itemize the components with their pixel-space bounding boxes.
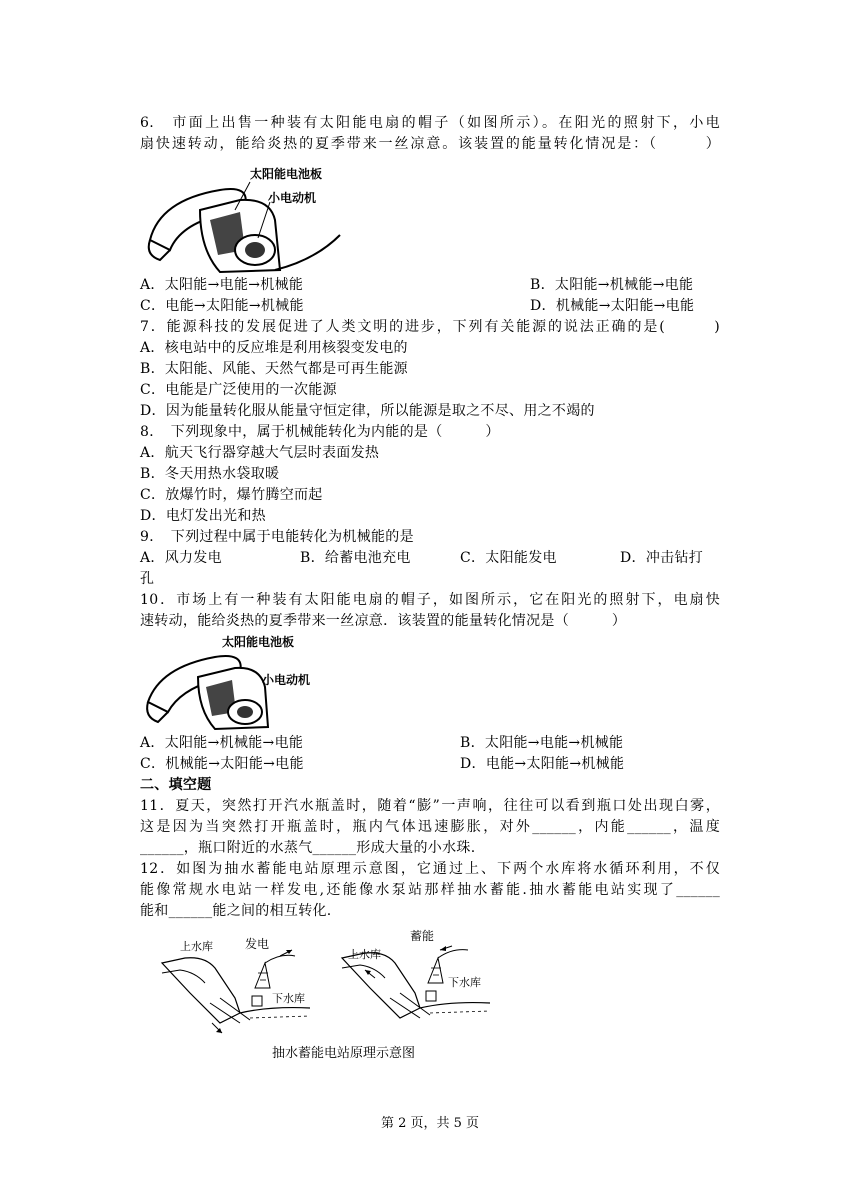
q10-option-c: C．机械能→太阳能→电能 <box>140 756 304 772</box>
pumped-storage-diagram <box>160 928 500 1038</box>
q6-line1: 6. 市面上出售一种装有太阳能电扇的帽子（如图所示）。在阳光的照射下，小电 <box>140 115 720 131</box>
q8-option-c: C．放爆竹时，爆竹腾空而起 <box>140 487 323 503</box>
solar-cap-figure-1 <box>140 160 355 275</box>
q9-option-a: A．风力发电 <box>140 550 222 566</box>
q8-option-a: A．航天飞行器穿越大气层时表面发热 <box>140 445 380 461</box>
diagram-caption: 抽水蓄能电站原理示意图 <box>272 1046 416 1061</box>
lower-reservoir-label-2: 下水库 <box>448 976 481 989</box>
q11-line2: 这是因为当突然打开瓶盖时，瓶内气体迅速膨胀，对外______，内能______，温度 <box>140 819 720 835</box>
q10-option-a: A．太阳能→机械能→电能 <box>140 735 304 751</box>
page-footer: 第 2 页，共 5 页 <box>380 1116 480 1131</box>
q6-option-d: D．机械能→太阳能→电能 <box>530 298 695 314</box>
q10-option-d: D．电能→太阳能→机械能 <box>460 756 625 772</box>
q8-option-d: D．电灯发出光和热 <box>140 508 266 524</box>
section-heading: 二、填空题 <box>140 777 212 793</box>
solar-panel-label-2: 太阳能电池板 <box>222 635 295 649</box>
storing-label: 蓄能 <box>410 929 435 943</box>
q6-option-b: B．太阳能→机械能→电能 <box>530 277 694 293</box>
q12-line3: 能和______能之间的相互转化. <box>140 903 332 919</box>
lower-reservoir-label-1: 下水库 <box>272 992 305 1005</box>
q7-option-d: D．因为能量转化服从能量守恒定律，所以能源是取之不尽、用之不竭的 <box>140 403 595 419</box>
q12-line1: 12．如图为抽水蓄能电站原理示意图，它通过上、下两个水库将水循环利用，不仅 <box>140 861 720 877</box>
q7-option-c: C．电能是广泛使用的一次能源 <box>140 382 337 398</box>
q10-option-b: B．太阳能→电能→机械能 <box>460 735 624 751</box>
small-motor-label-1: 小电动机 <box>268 191 317 205</box>
solar-panel-label-1: 太阳能电池板 <box>250 167 323 181</box>
q9-option-b: B．给蓄电池充电 <box>300 550 411 566</box>
q7-option-a: A．核电站中的反应堆是利用核裂变发电的 <box>140 340 408 356</box>
q9-option-d: D．冲击钻打 <box>620 550 704 566</box>
q8-stem: 8． 下列现象中，属于机械能转化为内能的是（ ） <box>140 424 500 440</box>
q7-option-b: B．太阳能、风能、天然气都是可再生能源 <box>140 361 408 377</box>
generating-label: 发电 <box>245 937 270 951</box>
q11-line3: ______，瓶口附近的水蒸气______形成大量的小水珠. <box>140 840 476 856</box>
generating-panel <box>162 936 310 1033</box>
upper-reservoir-label-1: 上水库 <box>180 940 213 953</box>
q12-line2: 能像常规水电站一样发电,还能像水泵站那样抽水蓄能.抽水蓄能电站实现了______ <box>140 882 720 898</box>
q6-option-a: A．太阳能→电能→机械能 <box>140 277 304 293</box>
q6-option-c: C．电能→太阳能→机械能 <box>140 298 304 314</box>
small-motor-label-2: 小电动机 <box>262 673 311 687</box>
q11-line1: 11．夏天，突然打开汽水瓶盖时，随着“膨”一声响，往往可以看到瓶口处出现白雾， <box>140 798 720 814</box>
q9-option-c: C．太阳能发电 <box>460 550 557 566</box>
storage-panel <box>342 928 490 1018</box>
q7-stem: 7．能源科技的发展促进了人类文明的进步，下列有关能源的说法正确的是( ) <box>140 319 720 335</box>
q10-line2: 速转动，能给炎热的夏季带来一丝凉意．该装置的能量转化情况是（ ） <box>140 613 627 629</box>
q10-line1: 10．市场上有一种装有太阳能电扇的帽子，如图所示，它在阳光的照射下，电扇快 <box>140 592 720 608</box>
q6-line2: 扇快速转动，能给炎热的夏季带来一丝凉意。该装置的能量转化情况是：（ ） <box>140 136 720 152</box>
q8-option-b: B．冬天用热水袋取暖 <box>140 466 280 482</box>
solar-cap-figure-2 <box>140 632 340 732</box>
q9-stem: 9． 下列过程中属于电能转化为机械能的是 <box>140 529 414 545</box>
upper-reservoir-label-2: 上水库 <box>348 948 381 961</box>
q9-option-d-wrap: 孔 <box>140 571 155 587</box>
